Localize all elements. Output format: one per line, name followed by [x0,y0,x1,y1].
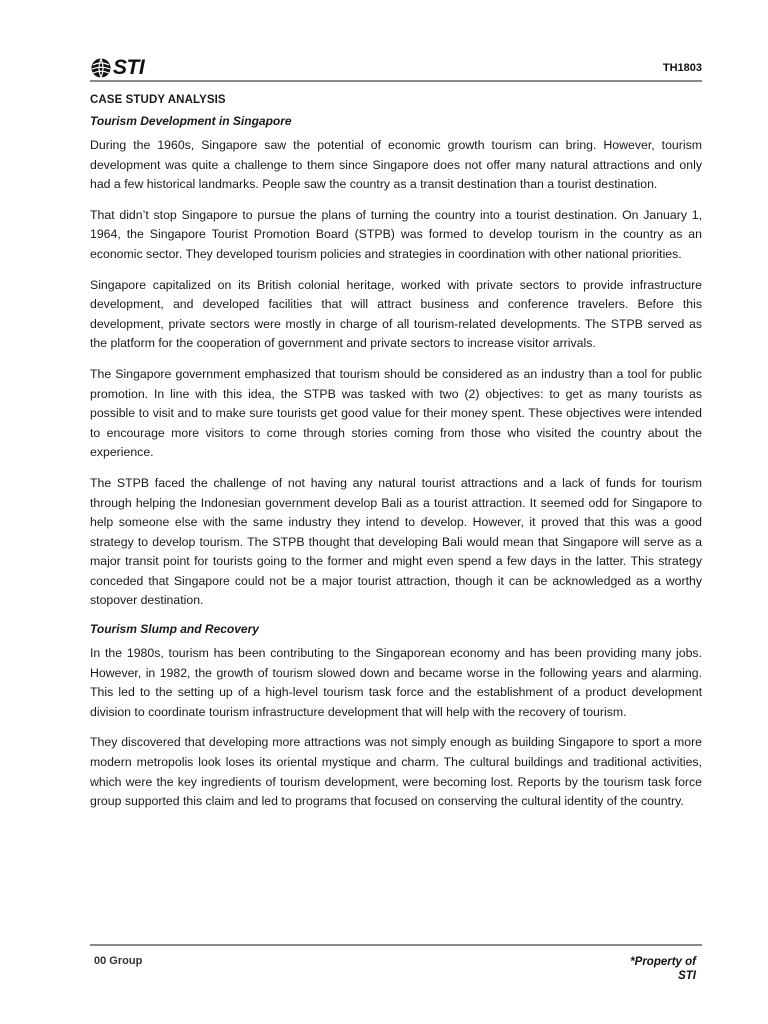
paragraph: The Singapore government emphasized that tourism should be considered as an industry than a tool for public promotion. In line with this idea, the STPB was tasked with two (2) objectives: to get as many tourists as possible to visit and to make sure tourists get good value for their money spent. These objectives were intended to encourage more visitors to come through stories coming from those who visited the country about the experience. [90,366,702,460]
footer-property-note: *Property of STI [630,956,696,982]
paragraph: That didn’t stop Singapore to pursue the plans of turning the country into a tourist destination. On January 1, 1964, the Singapore Tourist Promotion Board (STPB) was formed to develop tourism in the country as an economic sector. They developed tourism policies and strategies in coordination with other national priorities. [90,207,702,261]
paragraph: The STPB faced the challenge of not having any natural tourist attractions and a lack of funds for tourism through helping the Indonesian government develop Bali as a tourist attraction. It seemed odd for Singapore to help someone else with the same industry they intend to develop. However, it proved that this was a good strategy to develop tourism. The STPB thought that developing Bali would mean that Singapore will serve as a major transit point for tourists going to the former and might even spend a few days in the latter. This strategy conceded that Singapore could not be a major tourist attraction, though it can be acknowledged as a worthy stopover destination. [90,475,702,608]
page-title: CASE STUDY ANALYSIS [90,94,226,106]
document-body [90,94,702,823]
sti-logo [90,56,144,80]
document-code: TH1803 [662,62,702,74]
paragraph: They discovered that developing more attractions was not simply enough as building Singapore to sport a more modern metropolis look loses its oriental mystique and charm. The cultural buildings and traditional activities, which were the key ingredients of tourism development, were becoming lost. Reports by the tourism task force group supported this claim and led to programs that focused on conserving the cultural identity of the country. [90,735,702,809]
paragraph: Singapore capitalized on its British colonial heritage, worked with private sectors to provide infrastructure development, and developed facilities that will attract business and conference travelers. Before this development, private sectors were mostly in charge of all tourism-related developments. The STPB served as the platform for the cooperation of government and private sectors to increase visitor arrivals. [90,277,702,351]
footer-copyright: 00 Group [94,955,143,967]
section-heading: Tourism Slump and Recovery [90,622,259,637]
logo-text: STI [113,56,145,79]
paragraph: In the 1980s, tourism has been contributing to the Singaporean economy and has been providing many jobs. However, in 1982, the growth of tourism slowed down and became worse in the following years and alarming. This led to the setting up of a high-level tourism task force and the establishment of a product development division to coordinate tourism infrastructure development that will help with the recovery of tourism. [90,646,702,719]
globe-icon [90,57,112,79]
footer-divider [90,944,702,946]
section-heading: Tourism Development in Singapore [90,114,292,128]
header-divider [90,80,702,82]
paragraph: During the 1960s, Singapore saw the potential of economic growth tourism can bring. However, tourism development was quite a challenge to them since Singapore does not offer many natural attractions and only had a few historical landmarks. People saw the country as a transit destination than a tourist destination. [90,138,702,192]
